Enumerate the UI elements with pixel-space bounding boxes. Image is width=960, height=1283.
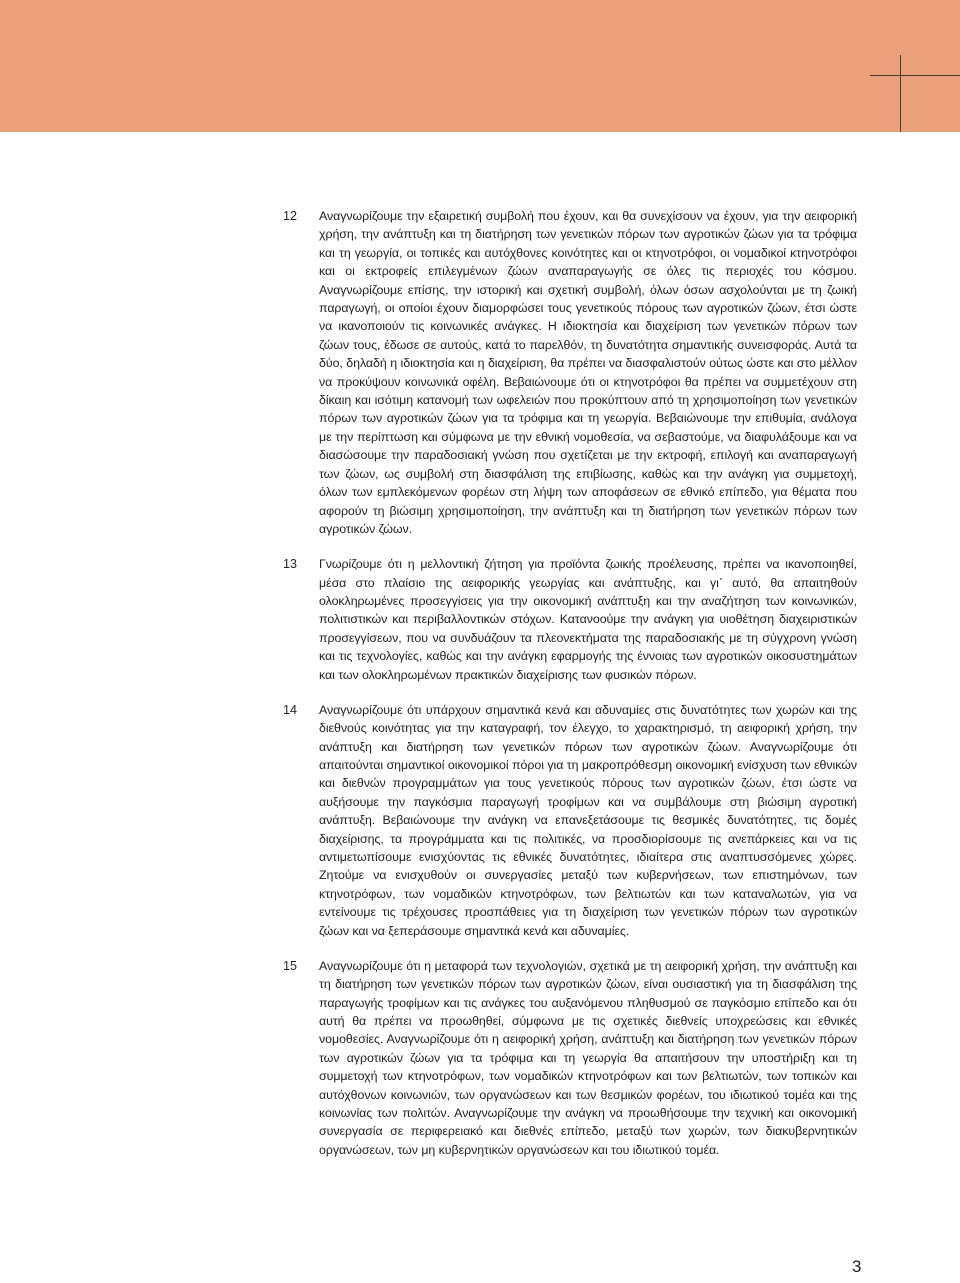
- paragraph-14: [283, 701, 859, 940]
- crop-mark-horizontal: [870, 75, 960, 76]
- paragraph-text: Αναγνωρίζουμε ότι η μεταφορά των τεχνολογιών, σχετικά με τη αειφορική χρήση, την ανάπτυξη και τη διατήρηση των γενετικών πόρων των αγροτικών ζώων, είναι ουσιαστική για τη διασφάλιση της παραγωγής τροφίμων και τις ανάγκες του αυξανόμενου πληθυσμού σε παγκόσμιο επίπεδο και ότι αυτή θα πρέπει να προωθηθεί, σύμφωνα με τις σχετικές διεθνείς υποχρεώσεις και εθνικές νομοθεσίες. Αναγνωρίζουμε ότι η αειφορική χρήση, ανάπτυξη και διατήρηση των γενετικών πόρων των αγροτικών ζώων για τα τρόφιμα και τη γεωργία θα απαιτήσουν την υποστήριξη και τη συμμετοχή των κτηνοτρόφων, των νομαδικών κτηνοτρόφων και των βελτιωτών, των τοπικών και αυτόχθονων κοινωνιών, των οργανώσεων και των θεσμικών φορέων, του ιδιωτικού τομέα και της κοινωνίας των πολιτών. Αναγνωρίζουμε την ανάγκη να προωθήσουμε την τεχνική και οικονομική συνεργασία σε περιφερειακό και διεθνές επίπεδο, μεταξύ των χωρών, των διακυβερνητικών οργανώσεων, των μη κυβερνητικών οργανώσεων και του ιδιωτικού τομέα.: [319, 958, 857, 1157]
- paragraph-text: Αναγνωρίζουμε ότι υπάρχουν σημαντικά κενά και αδυναμίες στις δυνατότητες των χωρών και της διεθνούς κοινότητας για την καταγραφή, τον έλεγχο, το χαρακτηρισμό, τη αειφορική χρήση, την ανάπτυξη και διατήρηση των γενετικών πόρων των αγροτικών ζώων. Αναγνωρίζουμε ότι απαιτούνται σημαντικοί οικονομικοί πόροι για τη μακροπρόθεσμη οικονομική ενίσχυση των εθνικών και διεθνών προγραμμάτων για τους γενετικούς πόρους των αγροτικών ζώων, έτσι ώστε να αυξήσουμε την παγκόσμια παραγωγή τροφίμων και να συμβάλουμε στη βιώσιμη αγροτική ανάπτυξη. Βεβαιώνουμε την ανάγκη να επανεξετάσουμε τις θεσμικές δυνατότητες, τις δομές διαχείρισης, τα προγράμματα και τις πολιτικές, να προσδιορίσουμε τις ανεπάρκειες και να τις αντιμετωπίσουμε ενισχύοντας τις εθνικές δυνατότητες, ιδιαίτερα στις αναπτυσσόμενες χώρες. Ζητούμε να ενισχυθούν οι συνεργασίες μεταξύ των κυβερνήσεων, των επιστημόνων, των κτηνοτρόφων, των νομαδικών κτηνοτρόφων, των βελτιωτών και των καταναλωτών, για να εντείνουμε τις τρέχουσες προσπάθειες για τη διαχείριση των γενετικών πόρων των αγροτικών ζώων και να ξεπεράσουμε σημαντικά κενά και αδυναμίες.: [319, 702, 857, 938]
- paragraph-text: Αναγνωρίζουμε την εξαιρετική συμβολή που έχουν, και θα συνεχίσουν να έχουν, για την αειφορική χρήση, την ανάπτυξη και τη διατήρηση των γενετικών πόρων των αγροτικών ζώων για τα τρόφιμα και τη γεωργία, οι τοπικές και αυτόχθονες κοινότητες και οι κτηνοτρόφοι, οι νομαδικοί κτηνοτρόφοι και οι εκτροφείς επιλεγμένων ζώων αναπαραγωγής σε όλες τις περιοχές του κόσμου. Αναγνωρίζουμε επίσης, την ιστορική και σχετική συμβολή, όλων όσων ασχολούνται με τη ζωική παραγωγή, οι οποίοι έχουν διαμορφώσει τους γενετικούς πόρους των αγροτικών ζώων, έτσι ώστε να ικανοποιούν τις κοινωνικές ανάγκες. Η ιδιοκτησία και διαχείριση των γενετικών πόρων των ζώων τους, έδωσε σε αυτούς, κατά το παρελθόν, τη δυνατότητα σημαντικής συνεισφοράς. Αυτά τα δύο, δηλαδή η ιδιοκτησία και η διαχείριση, θα πρέπει να διασφαλιστούν ούτως ώστε και στο μέλλον να προκύψουν κοινωνικά οφέλη. Βεβαιώνουμε ότι οι κτηνοτρόφοι θα πρέπει να συμμετέχουν στη δίκαιη και ισότιμη κατανομή των ωφελειών που προκύπτουν από τη χρησιμοποίηση των γενετικών πόρων των αγροτικών ζώων για τα τρόφιμα και τη γεωργία. Βεβαιώνουμε την επιθυμία, ανάλογα με την περίπτωση και σύμφωνα με την εθνική νομοθεσία, να σεβαστούμε, να διαφυλάξουμε και να διασώσουμε την παραδοσιακή γνώση που σχετίζεται με την εκτροφή, επιλογή και αναπαραγωγή των ζώων, ως συμβολή στη διασφάλιση της επιβίωσης, καθώς και την ανάγκη για συμμετοχή, όλων των εμπλεκόμενων φορέων στη λήψη των αποφάσεων σε εθνικό επίπεδο, για θέματα που αφορούν τη βιώσιμη χρησιμοποίηση, την ανάπτυξη και τη διατήρηση των γενετικών πόρων των αγροτικών ζώων.: [319, 209, 857, 536]
- body-text: [283, 207, 859, 1176]
- paragraph-number: 13: [283, 557, 298, 572]
- paragraph-number: 14: [283, 702, 298, 717]
- paragraph-13: [283, 555, 859, 684]
- paragraph-text: Γνωρίζουμε ότι η μελλοντική ζήτηση για προϊόντα ζωικής προέλευσης, πρέπει να ικανοποιηθεί, μέσα στο πλαίσιο της αειφορικής γεωργίας και ανάπτυξης, και γι΄ αυτό, θα απαιτηθούν ολοκληρωμένες προσεγγίσεις για την οικονομική ανάπτυξη και την αναζήτηση των κοινωνικών, πολιτιστικών και περιβαλλοντικών στόχων. Κατανοούμε την ανάγκη για υιοθέτηση διαχειριστικών προσεγγίσεων, που να συνδυάζουν τα πλεονεκτήματα της παραδοσιακής με τη σύγχρονη γνώση και τις τεχνολογίες, καθώς και την ανάγκη εφαρμογής της έννοιας των αγροτικών οικοσυστημάτων και των ολοκληρωμένων πρακτικών διαχείρισης των φυσικών πόρων.: [319, 557, 857, 682]
- paragraph-12: [283, 207, 859, 538]
- paragraph-number: 15: [283, 958, 298, 973]
- crop-mark-vertical: [900, 55, 901, 132]
- page-number: 3: [852, 1257, 862, 1276]
- header-color-band: [0, 0, 960, 132]
- paragraph-15: [283, 957, 859, 1159]
- paragraph-number: 12: [283, 209, 298, 223]
